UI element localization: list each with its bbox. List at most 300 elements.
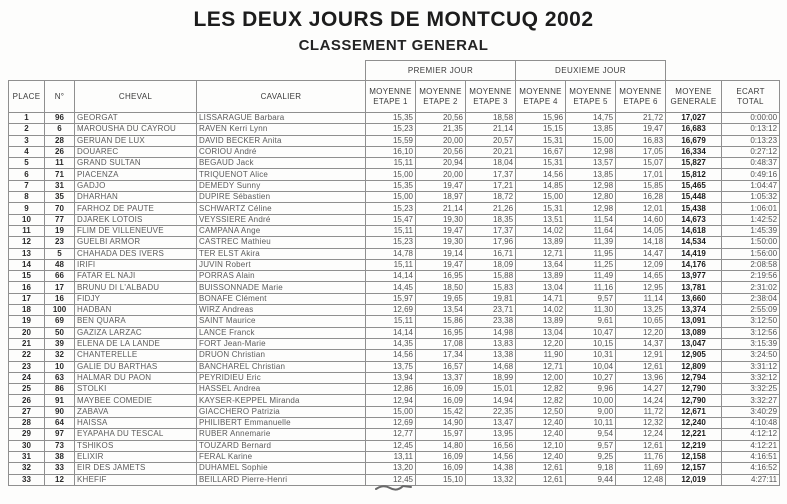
- cell-moyenne-etape-1: 14,14: [366, 327, 416, 338]
- cell-moyenne-etape-4: 12,40: [516, 451, 566, 462]
- cell-ecart-total: 3:40:29: [722, 406, 780, 417]
- cell-moyenne-etape-1: 14,14: [366, 271, 416, 282]
- cell-numero: 73: [45, 440, 75, 451]
- cell-moyene-generale: 13,089: [666, 327, 722, 338]
- cell-moyenne-etape-6: 15,07: [616, 158, 666, 169]
- cell-moyenne-etape-2: 17,08: [416, 338, 466, 349]
- cell-moyene-generale: 12,905: [666, 350, 722, 361]
- cell-moyenne-etape-2: 18,97: [416, 192, 466, 203]
- cell-moyenne-etape-1: 15,23: [366, 237, 416, 248]
- table-row: [9, 305, 780, 316]
- cell-numero: 6: [45, 124, 75, 135]
- table-header: [9, 61, 780, 113]
- cell-ecart-total: 3:12:50: [722, 316, 780, 327]
- cell-ecart-total: 0:13:12: [722, 124, 780, 135]
- cell-moyenne-etape-4: 15,31: [516, 158, 566, 169]
- cell-moyene-generale: 16,683: [666, 124, 722, 135]
- cell-moyenne-etape-6: 16,83: [616, 135, 666, 146]
- cell-ecart-total: 3:15:39: [722, 338, 780, 349]
- col-header-numero: N°: [45, 81, 75, 113]
- cell-moyenne-etape-6: 11,72: [616, 406, 666, 417]
- cell-place: 16: [9, 282, 45, 293]
- cell-cavalier: BEGAUD Jack: [197, 158, 366, 169]
- cell-cheval: GUELBI ARMOR: [75, 237, 197, 248]
- cell-moyenne-etape-6: 14,18: [616, 237, 666, 248]
- cell-ecart-total: 1:42:52: [722, 214, 780, 225]
- cell-moyenne-etape-3: 13,32: [466, 474, 516, 485]
- cell-moyenne-etape-4: 12,71: [516, 248, 566, 259]
- cell-numero: 48: [45, 259, 75, 270]
- cell-place: 20: [9, 327, 45, 338]
- cell-numero: 91: [45, 395, 75, 406]
- cell-place: 23: [9, 361, 45, 372]
- cell-moyenne-etape-3: 18,09: [466, 259, 516, 270]
- cell-ecart-total: 1:45:39: [722, 225, 780, 236]
- cell-moyene-generale: 12,221: [666, 429, 722, 440]
- cell-moyene-generale: 13,374: [666, 305, 722, 316]
- cell-moyenne-etape-5: 12,80: [566, 192, 616, 203]
- cell-moyenne-etape-2: 19,14: [416, 248, 466, 259]
- cell-moyenne-etape-1: 15,11: [366, 158, 416, 169]
- cell-ecart-total: 3:31:12: [722, 361, 780, 372]
- cell-ecart-total: 3:24:50: [722, 350, 780, 361]
- cell-cheval: CHAHADA DES IVERS: [75, 248, 197, 259]
- cell-cheval: ELENA DE LA LANDE: [75, 338, 197, 349]
- cell-numero: 63: [45, 372, 75, 383]
- table-row: [9, 384, 780, 395]
- cell-ecart-total: 1:06:01: [722, 203, 780, 214]
- table-row: [9, 271, 780, 282]
- cell-cavalier: LISSARAGUE Barbara: [197, 113, 366, 124]
- cell-moyenne-etape-4: 15,15: [516, 124, 566, 135]
- cell-moyenne-etape-5: 9,25: [566, 451, 616, 462]
- cell-numero: 16: [45, 293, 75, 304]
- cell-moyenne-etape-5: 10,04: [566, 361, 616, 372]
- cell-moyenne-etape-1: 14,35: [366, 338, 416, 349]
- cell-moyenne-etape-4: 12,71: [516, 361, 566, 372]
- cell-moyenne-etape-6: 16,28: [616, 192, 666, 203]
- cell-moyenne-etape-3: 15,88: [466, 271, 516, 282]
- cell-moyenne-etape-4: 12,50: [516, 406, 566, 417]
- table-row: [9, 451, 780, 462]
- cell-numero: 33: [45, 463, 75, 474]
- cell-moyene-generale: 12,158: [666, 451, 722, 462]
- col-header-place: PLACE: [9, 81, 45, 113]
- cell-moyenne-etape-2: 13,54: [416, 305, 466, 316]
- col-header-moyenne-etape-2: MOYENNE ETAPE 2: [416, 81, 466, 113]
- cell-cheval: HALMAR DU PAON: [75, 372, 197, 383]
- cell-moyenne-etape-1: 15,00: [366, 169, 416, 180]
- cell-moyene-generale: 12,790: [666, 395, 722, 406]
- column-header-row: [9, 81, 780, 113]
- cell-place: 9: [9, 203, 45, 214]
- cell-numero: 39: [45, 338, 75, 349]
- cell-numero: 11: [45, 158, 75, 169]
- col-header-moyene-generale: MOYENE GENERALE: [666, 81, 722, 113]
- cell-moyenne-etape-5: 10,27: [566, 372, 616, 383]
- cell-moyenne-etape-5: 15,00: [566, 135, 616, 146]
- cell-numero: 77: [45, 214, 75, 225]
- cell-moyene-generale: 13,660: [666, 293, 722, 304]
- cell-moyenne-etape-5: 12,98: [566, 146, 616, 157]
- table-row: [9, 259, 780, 270]
- cell-moyenne-etape-3: 17,21: [466, 180, 516, 191]
- cell-moyenne-etape-4: 16,67: [516, 146, 566, 157]
- cell-moyenne-etape-2: 16,09: [416, 384, 466, 395]
- cell-moyenne-etape-4: 12,82: [516, 395, 566, 406]
- cell-place: 18: [9, 305, 45, 316]
- cell-cheval: GEORGAT: [75, 113, 197, 124]
- cell-moyenne-etape-1: 12,45: [366, 440, 416, 451]
- cell-moyenne-etape-2: 20,56: [416, 146, 466, 157]
- cell-cavalier: LANCE Franck: [197, 327, 366, 338]
- cell-moyenne-etape-3: 14,98: [466, 327, 516, 338]
- cell-moyenne-etape-4: 13,89: [516, 271, 566, 282]
- cell-cavalier: BUISSONNADE Marie: [197, 282, 366, 293]
- cell-moyene-generale: 14,673: [666, 214, 722, 225]
- document-title: LES DEUX JOURS DE MONTCUQ 2002: [193, 8, 594, 31]
- cell-moyenne-etape-4: 14,02: [516, 305, 566, 316]
- cell-moyenne-etape-4: 12,61: [516, 463, 566, 474]
- cell-moyenne-etape-4: 12,40: [516, 429, 566, 440]
- table-row: [9, 429, 780, 440]
- cell-cheval: ZABAVA: [75, 406, 197, 417]
- cell-moyenne-etape-4: 14,02: [516, 225, 566, 236]
- cell-moyenne-etape-3: 23,38: [466, 316, 516, 327]
- cell-place: 28: [9, 418, 45, 429]
- cell-ecart-total: 3:12:56: [722, 327, 780, 338]
- cell-moyenne-etape-5: 10,47: [566, 327, 616, 338]
- cell-cheval: GALIE DU BARTHAS: [75, 361, 197, 372]
- table-row: [9, 418, 780, 429]
- cell-moyenne-etape-6: 17,01: [616, 169, 666, 180]
- cell-moyenne-etape-1: 13,20: [366, 463, 416, 474]
- cell-moyenne-etape-4: 12,61: [516, 474, 566, 485]
- cell-moyenne-etape-6: 12,61: [616, 361, 666, 372]
- cell-ecart-total: 1:56:00: [722, 248, 780, 259]
- table-row: [9, 180, 780, 191]
- cell-cavalier: BANCHAREL Christian: [197, 361, 366, 372]
- cell-place: 8: [9, 192, 45, 203]
- cell-moyenne-etape-5: 14,75: [566, 113, 616, 124]
- cell-moyenne-etape-1: 15,47: [366, 214, 416, 225]
- cell-ecart-total: 0:00:00: [722, 113, 780, 124]
- cell-place: 31: [9, 451, 45, 462]
- cell-moyenne-etape-5: 11,39: [566, 237, 616, 248]
- cell-place: 30: [9, 440, 45, 451]
- cell-moyenne-etape-3: 13,83: [466, 338, 516, 349]
- cell-numero: 26: [45, 146, 75, 157]
- cell-moyenne-etape-3: 21,26: [466, 203, 516, 214]
- group-header-deuxieme-jour: DEUXIEME JOUR: [516, 61, 666, 81]
- cell-moyene-generale: 16,334: [666, 146, 722, 157]
- cell-ecart-total: 0:13:23: [722, 135, 780, 146]
- cell-cheval: EIR DES JAMETS: [75, 463, 197, 474]
- cell-moyenne-etape-1: 14,45: [366, 282, 416, 293]
- cell-moyene-generale: 12,157: [666, 463, 722, 474]
- cell-place: 26: [9, 395, 45, 406]
- cell-moyenne-etape-1: 15,00: [366, 406, 416, 417]
- cell-moyenne-etape-1: 15,35: [366, 113, 416, 124]
- results-body: [9, 113, 780, 486]
- cell-ecart-total: 4:27:11: [722, 474, 780, 485]
- cell-moyenne-etape-2: 20,00: [416, 135, 466, 146]
- cell-moyenne-etape-5: 13,85: [566, 169, 616, 180]
- cell-numero: 31: [45, 180, 75, 191]
- cell-cheval: BRUNU DI L'ALBADU: [75, 282, 197, 293]
- cell-numero: 38: [45, 451, 75, 462]
- cell-moyenne-etape-3: 18,72: [466, 192, 516, 203]
- cell-moyenne-etape-2: 15,42: [416, 406, 466, 417]
- cell-cheval: KHEFIF: [75, 474, 197, 485]
- col-header-cheval: CHEVAL: [75, 81, 197, 113]
- cell-moyenne-etape-6: 12,48: [616, 474, 666, 485]
- cell-numero: 97: [45, 429, 75, 440]
- cell-moyenne-etape-3: 20,57: [466, 135, 516, 146]
- cell-moyenne-etape-1: 15,35: [366, 180, 416, 191]
- cell-place: 14: [9, 259, 45, 270]
- table-row: [9, 350, 780, 361]
- cell-moyenne-etape-1: 16,10: [366, 146, 416, 157]
- results-table: [8, 60, 780, 486]
- table-row: [9, 463, 780, 474]
- cell-moyenne-etape-5: 9,44: [566, 474, 616, 485]
- cell-moyenne-etape-5: 9,54: [566, 429, 616, 440]
- cell-cheval: MAROUSHA DU CAYROU: [75, 124, 197, 135]
- cell-moyenne-etape-3: 14,56: [466, 451, 516, 462]
- cell-moyenne-etape-6: 14,47: [616, 248, 666, 259]
- cell-moyenne-etape-1: 15,00: [366, 192, 416, 203]
- cell-moyenne-etape-3: 18,58: [466, 113, 516, 124]
- cell-moyenne-etape-2: 14,90: [416, 418, 466, 429]
- cell-cavalier: JUVIN Robert: [197, 259, 366, 270]
- cell-moyenne-etape-1: 12,94: [366, 395, 416, 406]
- cell-moyenne-etape-2: 14,80: [416, 440, 466, 451]
- cell-moyenne-etape-5: 9,57: [566, 440, 616, 451]
- cell-place: 15: [9, 271, 45, 282]
- cell-cheval: GRAND SULTAN: [75, 158, 197, 169]
- cell-cheval: FARHOZ DE PAUTE: [75, 203, 197, 214]
- cell-cheval: ELIXIR: [75, 451, 197, 462]
- cell-place: 4: [9, 146, 45, 157]
- cell-ecart-total: 4:16:52: [722, 463, 780, 474]
- cell-moyenne-etape-3: 14,68: [466, 361, 516, 372]
- cell-moyenne-etape-5: 11,25: [566, 259, 616, 270]
- cell-moyenne-etape-6: 15,85: [616, 180, 666, 191]
- cell-moyenne-etape-4: 12,40: [516, 418, 566, 429]
- cell-moyenne-etape-2: 19,47: [416, 225, 466, 236]
- cell-moyenne-etape-3: 13,47: [466, 418, 516, 429]
- cell-cheval: FLIM DE VILLENEUVE: [75, 225, 197, 236]
- col-header-moyenne-etape-1: MOYENNE ETAPE 1: [366, 81, 416, 113]
- cell-moyenne-etape-3: 23,71: [466, 305, 516, 316]
- cell-moyenne-etape-3: 15,01: [466, 384, 516, 395]
- cell-cavalier: DEMEDY Sunny: [197, 180, 366, 191]
- cell-ecart-total: 0:49:16: [722, 169, 780, 180]
- cell-moyenne-etape-2: 16,09: [416, 451, 466, 462]
- cell-moyenne-etape-5: 11,49: [566, 271, 616, 282]
- cell-moyenne-etape-6: 12,91: [616, 350, 666, 361]
- cell-moyenne-etape-6: 12,09: [616, 259, 666, 270]
- cell-moyenne-etape-5: 10,15: [566, 338, 616, 349]
- cell-cheval: DOUAREC: [75, 146, 197, 157]
- cell-moyene-generale: 14,419: [666, 248, 722, 259]
- cell-moyenne-etape-6: 17,05: [616, 146, 666, 157]
- cell-ecart-total: 2:55:09: [722, 305, 780, 316]
- cell-numero: 50: [45, 327, 75, 338]
- cell-moyenne-etape-3: 13,38: [466, 350, 516, 361]
- cell-moyenne-etape-5: 10,11: [566, 418, 616, 429]
- cell-moyenne-etape-4: 15,00: [516, 192, 566, 203]
- cell-moyenne-etape-4: 13,04: [516, 282, 566, 293]
- cell-moyenne-etape-5: 9,00: [566, 406, 616, 417]
- cell-place: 29: [9, 429, 45, 440]
- cell-moyenne-etape-5: 11,30: [566, 305, 616, 316]
- cell-cavalier: DUPIRE Sébastien: [197, 192, 366, 203]
- cell-moyene-generale: 17,027: [666, 113, 722, 124]
- cell-numero: 32: [45, 350, 75, 361]
- cell-moyene-generale: 12,809: [666, 361, 722, 372]
- cell-moyene-generale: 15,812: [666, 169, 722, 180]
- cell-moyenne-etape-2: 16,95: [416, 271, 466, 282]
- cell-moyenne-etape-2: 16,09: [416, 395, 466, 406]
- cell-moyenne-etape-1: 13,11: [366, 451, 416, 462]
- cell-moyenne-etape-4: 15,31: [516, 135, 566, 146]
- cell-numero: 100: [45, 305, 75, 316]
- cell-moyenne-etape-3: 20,21: [466, 146, 516, 157]
- cell-place: 6: [9, 169, 45, 180]
- table-row: [9, 327, 780, 338]
- cell-cavalier: WIRZ Andreas: [197, 305, 366, 316]
- cell-numero: 86: [45, 384, 75, 395]
- cell-moyenne-etape-5: 11,64: [566, 225, 616, 236]
- cell-moyenne-etape-6: 11,69: [616, 463, 666, 474]
- cell-cavalier: FERAL Karine: [197, 451, 366, 462]
- cell-moyenne-etape-1: 12,45: [366, 474, 416, 485]
- cell-moyenne-etape-3: 18,99: [466, 372, 516, 383]
- cell-moyenne-etape-4: 12,00: [516, 372, 566, 383]
- cell-place: 17: [9, 293, 45, 304]
- group-header-spacer-left: [9, 61, 366, 81]
- cell-moyenne-etape-4: 12,10: [516, 440, 566, 451]
- cell-moyene-generale: 13,781: [666, 282, 722, 293]
- cell-moyenne-etape-2: 19,30: [416, 214, 466, 225]
- cell-cheval: BEN QUARA: [75, 316, 197, 327]
- cell-moyenne-etape-3: 18,04: [466, 158, 516, 169]
- cell-moyenne-etape-5: 12,98: [566, 203, 616, 214]
- cell-moyenne-etape-6: 21,72: [616, 113, 666, 124]
- cell-cheval: FATAR EL NAJI: [75, 271, 197, 282]
- cell-moyene-generale: 12,240: [666, 418, 722, 429]
- cell-place: 19: [9, 316, 45, 327]
- cell-moyenne-etape-5: 9,96: [566, 384, 616, 395]
- cell-place: 3: [9, 135, 45, 146]
- col-header-ecart-total: ECART TOTAL: [722, 81, 780, 113]
- cell-moyenne-etape-6: 12,61: [616, 440, 666, 451]
- cell-moyenne-etape-5: 12,98: [566, 180, 616, 191]
- cell-ecart-total: 3:32:12: [722, 372, 780, 383]
- table-row: [9, 124, 780, 135]
- cell-cheval: DHARHAN: [75, 192, 197, 203]
- document-subtitle: CLASSEMENT GENERAL: [298, 37, 489, 54]
- cell-moyenne-etape-2: 15,86: [416, 316, 466, 327]
- cell-ecart-total: 1:04:47: [722, 180, 780, 191]
- table-row: [9, 361, 780, 372]
- cell-place: 21: [9, 338, 45, 349]
- cell-moyene-generale: 15,438: [666, 203, 722, 214]
- cell-place: 24: [9, 372, 45, 383]
- cell-cheval: EYAPAHA DU TESCAL: [75, 429, 197, 440]
- cell-moyene-generale: 13,977: [666, 271, 722, 282]
- cell-ecart-total: 4:12:12: [722, 429, 780, 440]
- cell-numero: 71: [45, 169, 75, 180]
- cell-numero: 17: [45, 282, 75, 293]
- cell-cheval: MAYBEE COMEDIE: [75, 395, 197, 406]
- cell-place: 12: [9, 237, 45, 248]
- cell-ecart-total: 0:48:37: [722, 158, 780, 169]
- cell-cavalier: PHILIBERT Emmanuelle: [197, 418, 366, 429]
- cell-cavalier: RUBER Annemarie: [197, 429, 366, 440]
- cell-moyenne-etape-4: 11,90: [516, 350, 566, 361]
- cell-moyenne-etape-6: 14,05: [616, 225, 666, 236]
- cell-moyenne-etape-5: 13,57: [566, 158, 616, 169]
- cell-ecart-total: 0:27:12: [722, 146, 780, 157]
- cell-moyenne-etape-5: 11,95: [566, 248, 616, 259]
- group-header-premier-jour: PREMIER JOUR: [366, 61, 516, 81]
- cell-moyenne-etape-4: 12,82: [516, 384, 566, 395]
- cell-moyenne-etape-1: 15,11: [366, 259, 416, 270]
- col-header-moyenne-etape-4: MOYENNE ETAPE 4: [516, 81, 566, 113]
- cell-moyenne-etape-3: 16,71: [466, 248, 516, 259]
- cell-moyene-generale: 15,827: [666, 158, 722, 169]
- table-row: [9, 113, 780, 124]
- cell-moyenne-etape-1: 14,78: [366, 248, 416, 259]
- table-row: [9, 316, 780, 327]
- col-header-moyenne-etape-6: MOYENNE ETAPE 6: [616, 81, 666, 113]
- cell-cavalier: VEYSSIERE André: [197, 214, 366, 225]
- cell-moyenne-etape-5: 9,57: [566, 293, 616, 304]
- cell-place: 32: [9, 463, 45, 474]
- cell-numero: 19: [45, 225, 75, 236]
- cell-cavalier: CASTREC Mathieu: [197, 237, 366, 248]
- cell-moyenne-etape-3: 18,35: [466, 214, 516, 225]
- cell-moyenne-etape-3: 14,38: [466, 463, 516, 474]
- cell-cavalier: HASSEL Andrea: [197, 384, 366, 395]
- cell-moyenne-etape-3: 16,56: [466, 440, 516, 451]
- cell-ecart-total: 4:16:51: [722, 451, 780, 462]
- cell-place: 2: [9, 124, 45, 135]
- cell-ecart-total: 4:10:48: [722, 418, 780, 429]
- cell-numero: 96: [45, 113, 75, 124]
- cell-moyenne-etape-1: 15,59: [366, 135, 416, 146]
- cell-moyenne-etape-3: 17,37: [466, 169, 516, 180]
- cell-moyenne-etape-6: 14,27: [616, 384, 666, 395]
- cell-moyene-generale: 12,671: [666, 406, 722, 417]
- cell-cheval: PIACENZA: [75, 169, 197, 180]
- cell-moyenne-etape-2: 20,56: [416, 113, 466, 124]
- cell-moyenne-etape-3: 14,94: [466, 395, 516, 406]
- cell-numero: 64: [45, 418, 75, 429]
- cell-moyenne-etape-5: 10,00: [566, 395, 616, 406]
- cell-numero: 69: [45, 316, 75, 327]
- cell-moyenne-etape-2: 13,37: [416, 372, 466, 383]
- cell-cheval: FIDJY: [75, 293, 197, 304]
- cell-cavalier: TOUZARD Bernard: [197, 440, 366, 451]
- cell-moyenne-etape-1: 14,56: [366, 350, 416, 361]
- cell-moyenne-etape-2: 21,35: [416, 124, 466, 135]
- cell-place: 1: [9, 113, 45, 124]
- cell-moyenne-etape-6: 14,37: [616, 338, 666, 349]
